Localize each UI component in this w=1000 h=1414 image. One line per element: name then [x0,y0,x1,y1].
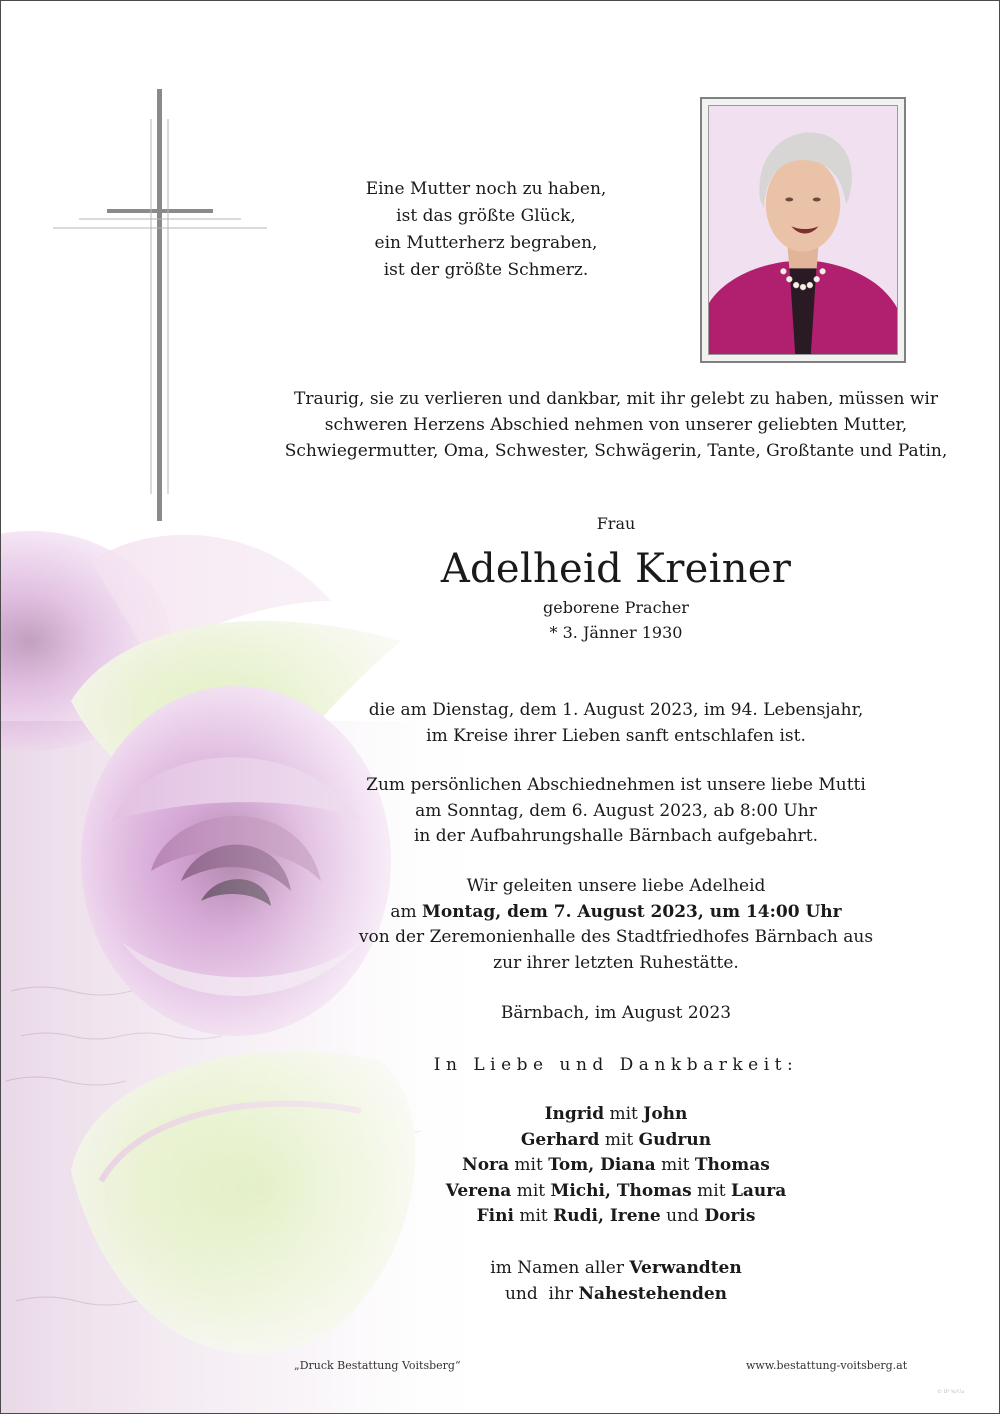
family-conj: mit [655,1155,695,1175]
funeral-line: Wir geleiten unsere liebe Adelheid [466,876,766,896]
family-name: Doris [704,1206,756,1226]
family-name: Gerhard [520,1129,600,1150]
viewing-line: am Sonntag, dem 6. August 2023, ab 8:00 Uhr [415,800,817,821]
family-name: Michi, Thomas [550,1180,692,1201]
family-row [331,1153,901,1179]
funeral-datetime: Montag, dem 7. August 2023, um 14:00 Uhr [422,901,842,922]
closing-bold: Verwandten [629,1258,742,1278]
birth-date: * 3. Jänner 1930 [549,623,683,642]
memorial-verse [301,176,671,284]
family-conj: mit [511,1180,551,1201]
funeral-line: zur ihrer letzten Ruhestätte. [493,952,739,973]
closing-prefix: und ihr [504,1283,579,1304]
family-name: Fini [476,1206,514,1226]
verse-line: ist das größte Glück, [396,206,576,226]
footer-website: www.bestattung-voitsberg.at [746,1359,908,1372]
closing-line [331,1256,901,1282]
family-conj: mit [513,1206,554,1226]
funeral-notice [331,874,901,976]
salutation: Frau [596,514,636,533]
family-row [331,1102,901,1128]
verse-line: Eine Mutter noch zu haben, [365,179,607,199]
family-conj: mit [509,1155,549,1175]
funeral-prefix: am [390,901,423,922]
intro-line: Schwiegermutter, Oma, Schwester, Schwägerin, Tante, Großtante und Patin, [284,441,948,461]
portrait-photo [708,105,898,355]
funeral-line: von der Zeremonienhalle des Stadtfriedhofes Bärnbach aus [358,927,874,947]
family-conj: mit [691,1180,731,1201]
notice-line: die am Dienstag, dem 1. August 2023, im 94. Lebensjahr, [368,700,864,720]
family-name: Ingrid [544,1104,605,1124]
family-name: Gudrun [638,1129,712,1150]
cross-icon [51,89,271,529]
family-name: Rudi, Irene [553,1206,661,1226]
gratitude-heading: In Liebe und Dankbarkeit: [433,1055,799,1075]
intro-line: Traurig, sie zu verlieren und dankbar, mit ihr gelebt zu haben, müssen wir [294,389,938,409]
verse-line: ein Mutterherz begraben, [374,233,598,253]
family-name: Tom, Diana [548,1155,656,1175]
footer-code: © IP %/Ua [937,1389,965,1395]
family-name: John [643,1104,688,1124]
family-row [331,1128,901,1154]
intro-text [271,386,961,464]
notice-line: im Kreise ihrer Lieben sanft entschlafen ist. [426,725,806,746]
family-row [331,1179,901,1205]
viewing-notice [331,773,901,850]
family-row [331,1204,901,1230]
family-name: Verena [445,1180,512,1201]
family-name: Nora [462,1155,510,1175]
family-conj: mit [599,1129,639,1150]
family-name: Thomas [694,1155,770,1175]
footer-printer: „Druck Bestattung Voitsberg“ [294,1359,461,1372]
viewing-line: Zum persönlichen Abschiednehmen ist unsere liebe Mutti [366,775,866,795]
family-conj: mit [604,1104,644,1124]
verse-line: ist der größte Schmerz. [383,260,589,280]
deceased-name: Adelheid Kreiner [440,546,792,592]
family-name: Laura [730,1180,787,1201]
viewing-line: in der Aufbahrungshalle Bärnbach aufgebahrt. [413,826,819,846]
closing-bold: Nahestehenden [578,1283,728,1304]
closing-text [331,1256,901,1307]
family-conj: und [660,1206,705,1226]
closing-line [331,1282,901,1308]
family-list [331,1102,901,1230]
funeral-line [331,900,901,926]
intro-line: schweren Herzens Abschied nehmen von unserer geliebten Mutter, [324,415,908,435]
birth-name: geborene Pracher [543,598,689,617]
portrait-frame [700,97,906,363]
place-date: Bärnbach, im August 2023 [500,1003,732,1023]
closing-prefix: im Namen aller [490,1258,630,1278]
death-notice [331,698,901,749]
